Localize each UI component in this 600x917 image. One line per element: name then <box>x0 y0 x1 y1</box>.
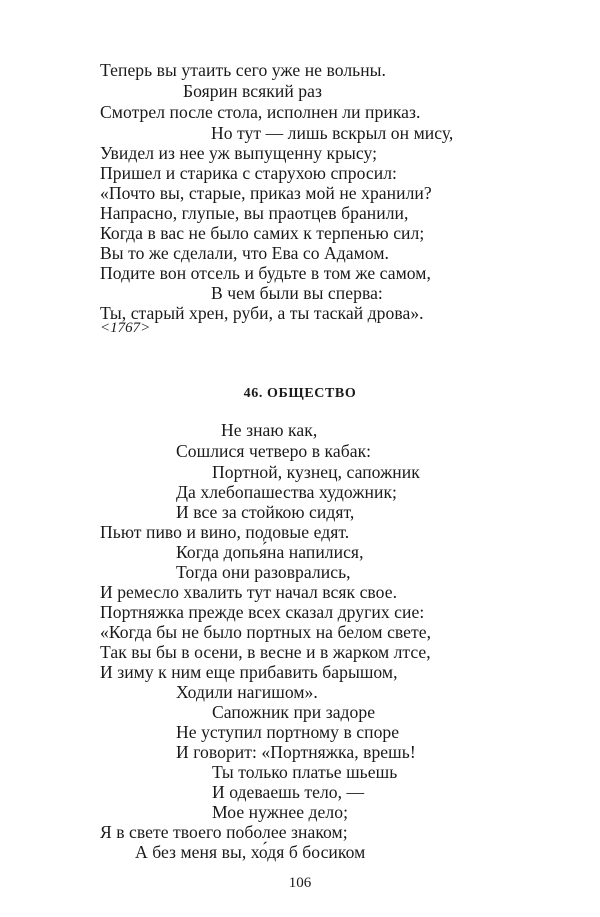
verse-line: Когда допья́на напилися, <box>176 542 364 562</box>
poem-date: <1767> <box>100 320 151 336</box>
verse-line: «Когда бы не было портных на белом свете, <box>100 622 432 642</box>
verse-line: «Почто вы, старые, приказ мой не хранили? <box>100 183 432 203</box>
verse-line: Ты, старый хрен, руби, а ты таскай дрова». <box>100 303 424 323</box>
verse-line: И все за стойкою сидят, <box>176 502 355 522</box>
verse-line: Тогда они разоврались, <box>176 562 351 582</box>
verse-line: Портняжка прежде всех сказал других сие: <box>100 602 425 622</box>
verse-line: Напрасно, глупые, вы праотцев бранили, <box>100 203 409 223</box>
verse-line: Я в свете твоего поболее знаком; <box>100 822 348 842</box>
verse-line: Но тут — лишь вскрыл он мису, <box>211 123 454 143</box>
verse-line: Увидел из нее уж выпущенну крысу; <box>100 143 378 163</box>
verse-line: Боярин всякий раз <box>183 81 322 101</box>
verse-line: Пьют пиво и вино, подовые едят. <box>100 522 350 542</box>
verse-line: Когда в вас не было самих к терпенью сил; <box>100 223 425 243</box>
verse-line: Теперь вы утаить сего уже не вольны. <box>100 60 387 80</box>
verse-line: Ты только платье шьешь <box>212 762 398 782</box>
verse-line: И зиму к ним еще прибавить барышом, <box>100 662 398 682</box>
verse-line: И ремесло хвалить тут начал всяк свое. <box>100 582 398 602</box>
verse-line: В чем были вы сперва: <box>211 283 383 303</box>
verse-line: Сапожник при задоре <box>212 702 376 722</box>
verse-line: Так вы бы в осени, в весне и в жарком лтсе, <box>100 642 431 662</box>
verse-line: Да хлебопашества художник; <box>176 482 397 502</box>
verse-line: И говорит: «Портняжка, врешь! <box>176 742 416 762</box>
verse-line: А без меня вы, хо́дя б босиком <box>135 842 366 862</box>
poem-title: 46. ОБЩЕСТВО <box>243 386 357 401</box>
page-number: 106 <box>288 875 312 891</box>
verse-line: Ходили нагишом». <box>176 682 318 702</box>
verse-line: Сошлися четверо в кабак: <box>176 441 372 461</box>
verse-line: Не уступил портному в споре <box>176 722 400 742</box>
verse-line: И одеваешь тело, — <box>212 782 365 802</box>
verse-line: Смотрел после стола, исполнен ли приказ. <box>100 102 421 122</box>
verse-line: Портной, кузнец, сапожник <box>212 462 420 482</box>
verse-line: Подите вон отсель и будьте в том же самом, <box>100 263 431 283</box>
verse-line: Не знаю как, <box>221 420 318 440</box>
verse-line: Мое нужнее дело; <box>212 802 349 822</box>
verse-line: Вы то же сделали, что Ева со Адамом. <box>100 243 389 263</box>
verse-line: Пришел и старика с старухою спросил: <box>100 163 397 183</box>
